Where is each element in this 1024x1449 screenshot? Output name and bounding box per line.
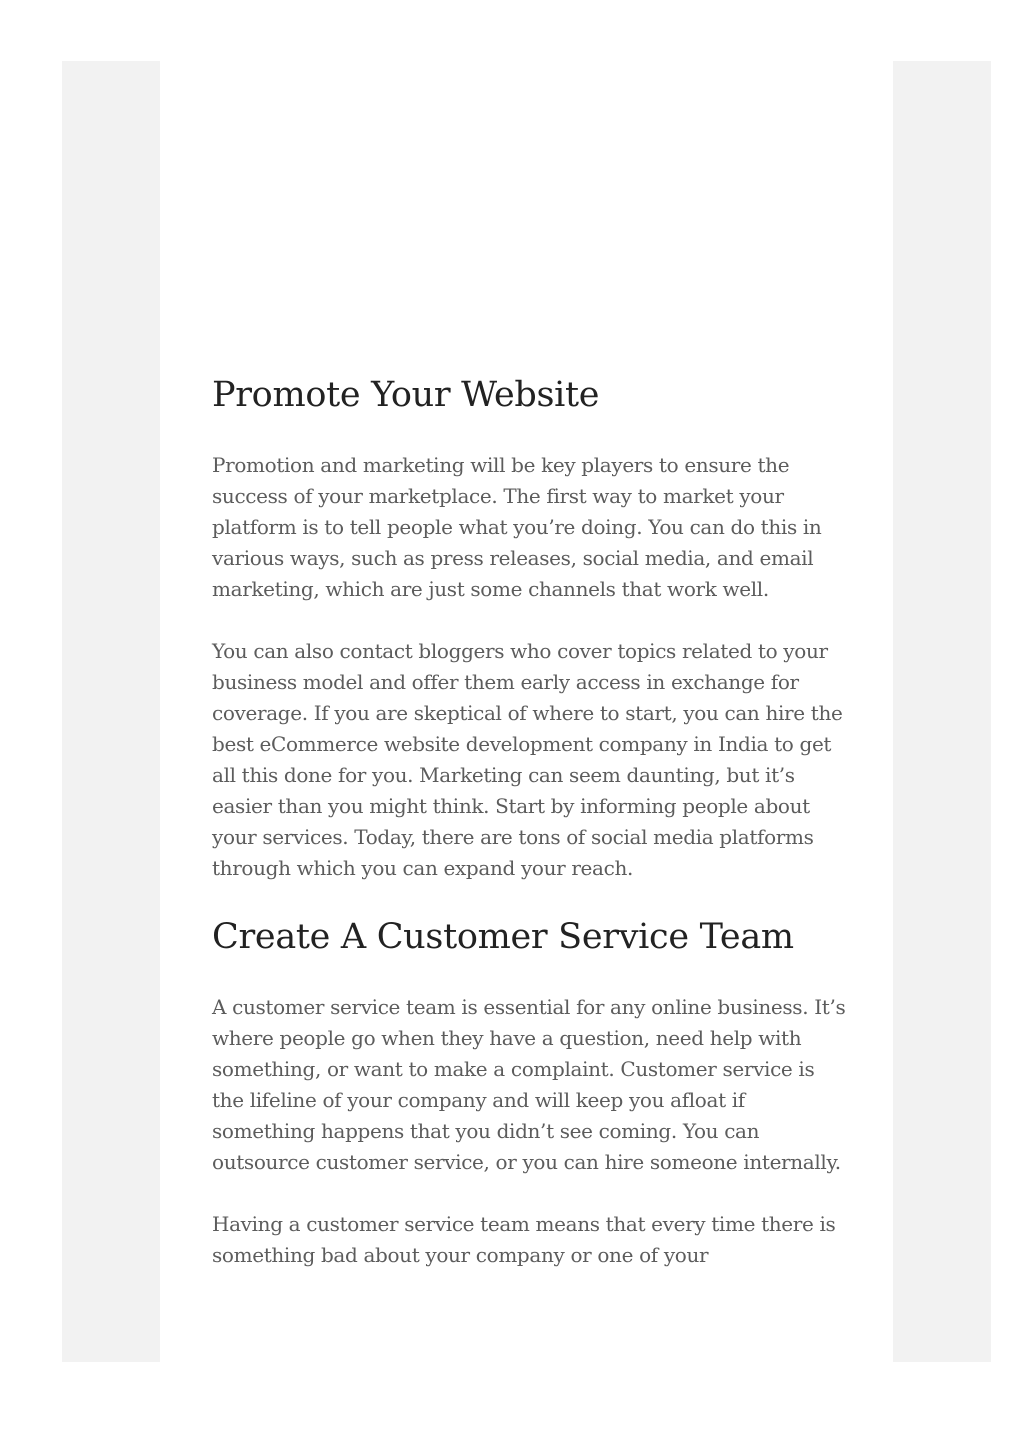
section-heading-promote-website: Promote Your Website xyxy=(212,375,600,415)
paragraph-having-service-team: Having a customer service team means that every time there is something bad about your company or one of your xyxy=(212,1212,836,1267)
right-side-panel xyxy=(893,61,991,1362)
section-heading-customer-service: Create A Customer Service Team xyxy=(212,917,794,957)
paragraph-contact-bloggers: You can also contact bloggers who cover topics related to your business model and offer them early access in exchange for coverage. If you are skeptical of where to start, you can hire the best eCommerce website development company in India to get all this done for you. Marketing can seem daunting, but it’s easier than you might think. Start by informing people about your services. Today, there are tons of social media platforms through which you can expand your reach. xyxy=(212,639,843,880)
page-bottom-margin xyxy=(0,1362,1024,1449)
paragraph-promotion-marketing: Promotion and marketing will be key players to ensure the success of your marketplace. The first way to market your platform is to tell people what you’re doing. You can do this in various ways, such as press releases, social media, and email marketing, which are just some channels that work well. xyxy=(212,453,822,601)
paragraph-customer-service-team: A customer service team is essential for any online business. It’s where people go when they have a question, need help with something, or want to make a complaint. Customer service is the lifeline of your company and will keep you afloat if something happens that you didn’t see coming. You can outsource customer service, or you can hire someone internally. xyxy=(212,995,846,1174)
article-body xyxy=(212,362,852,1271)
left-side-panel xyxy=(62,61,160,1362)
